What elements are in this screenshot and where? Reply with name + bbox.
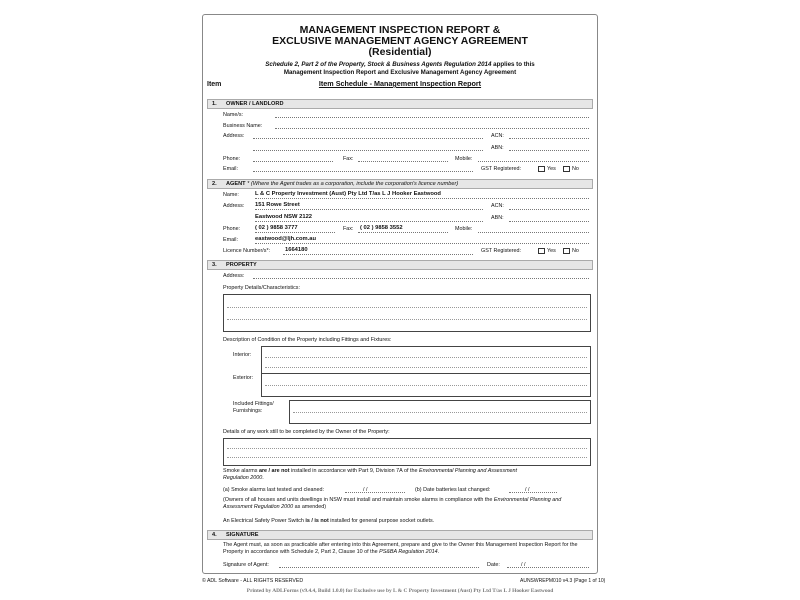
agent-name-field[interactable]: [255, 193, 589, 199]
title-line-1: MANAGEMENT INSPECTION REPORT &: [299, 24, 501, 36]
signature-statement: The Agent must, as soon as practicable after entering into this Agreement, prepare and give to the Owner this Management Inspection Report for the Property in accordance with Schedule 2, Part 2, Clause 10 of the PS&BA Regulation 2014.: [223, 542, 578, 555]
owner-phone-field[interactable]: [253, 156, 333, 162]
fittings-box[interactable]: [289, 400, 591, 424]
owner-address-label: Address:: [223, 133, 245, 139]
interior-label: Interior:: [233, 352, 252, 358]
section-heading: SIGNATURE: [226, 532, 259, 538]
work-box[interactable]: [223, 438, 591, 466]
agent-gst-no-label: No: [572, 248, 579, 254]
section-agent-header: [207, 179, 593, 189]
agent-signature-label: Signature of Agent:: [223, 562, 269, 568]
section-owner-header: [207, 99, 593, 109]
owner-gst-yes-checkbox[interactable]: [538, 166, 545, 172]
owner-abn-field[interactable]: [509, 145, 589, 151]
owner-address-field-2[interactable]: [253, 145, 483, 151]
agent-address-field-2[interactable]: [255, 216, 483, 222]
item-label: Item: [207, 81, 222, 88]
form-title: [203, 25, 597, 58]
owner-email-field[interactable]: [253, 166, 473, 172]
item-header-row: [203, 77, 597, 91]
section-heading: OWNER / LANDLORD: [226, 101, 284, 107]
form-subtitle: [203, 61, 597, 77]
property-address-field[interactable]: [253, 273, 589, 279]
signature-date-sep: / /: [521, 562, 526, 568]
fittings-label-2: Furnishings:: [233, 408, 263, 414]
section-number: 1.: [212, 101, 217, 107]
property-address-label: Address:: [223, 273, 245, 279]
owner-gst-no-checkbox[interactable]: [563, 166, 570, 172]
owner-address-field-1[interactable]: [253, 133, 483, 139]
agent-abn-field[interactable]: [509, 216, 589, 222]
owner-names-field[interactable]: [275, 112, 589, 118]
section-property-header: [207, 260, 593, 270]
form-code-footer: AUNSWREPM010 v4.3 (Page 1 of 10): [520, 578, 606, 584]
batteries-date-field[interactable]: [509, 487, 557, 493]
agent-fax-field[interactable]: [358, 227, 448, 233]
agent-phone-label: Phone:: [223, 226, 241, 232]
exterior-label: Exterior:: [233, 375, 254, 381]
owner-gst-label: GST Registered:: [481, 166, 522, 172]
agent-note: * (Where the Agent trades as a corporation, include the corporation's licence number): [245, 181, 459, 187]
owner-acn-field[interactable]: [509, 133, 589, 139]
section-number: 2.: [212, 181, 217, 187]
section-heading: PROPERTY: [226, 262, 257, 268]
agent-fax-value: ( 02 ) 9858 3552: [360, 225, 403, 231]
owner-acn-label: ACN:: [491, 133, 504, 139]
form-page: [202, 14, 598, 574]
title-line-3: (Residential): [368, 46, 432, 58]
agent-licence-field[interactable]: [283, 249, 473, 255]
owners-compliance-note: (Owners of all houses and units dwellings in NSW must install and maintain smoke alarms in compliance with the Environmental Planning and Assessment Regulation 2000 as amended): [223, 497, 562, 510]
owner-abn-label: ABN:: [491, 145, 504, 151]
agent-acn-label: ACN:: [491, 203, 504, 209]
safety-switch-statement: An Electrical Safety Power Switch is / is not installed for general purpose socket outlets.: [223, 518, 435, 524]
subtitle-line-2: Management Inspection Report and Exclusive Management Agency Agreement: [283, 69, 517, 76]
smoke-tested-date-sep: / /: [363, 487, 368, 493]
agent-address-line-2: Eastwood NSW 2122: [255, 214, 313, 220]
work-label: Details of any work still to be completed by the Owner of the Property:: [223, 429, 390, 435]
owner-mobile-label: Mobile:: [455, 156, 473, 162]
owner-gst-no-label: No: [572, 166, 579, 172]
agent-gst-yes-label: Yes: [547, 248, 556, 254]
agent-email-field[interactable]: [255, 238, 589, 244]
exterior-box[interactable]: [261, 373, 591, 397]
regulation-ref: Schedule 2, Part 2 of the Property, Stock & Business Agents Regulation 2014: [265, 61, 492, 68]
agent-signature-field[interactable]: [279, 562, 479, 568]
section-number: 4.: [212, 532, 217, 538]
owner-gst-yes-label: Yes: [547, 166, 556, 172]
agent-mobile-label: Mobile:: [455, 226, 473, 232]
smoke-tested-date-field[interactable]: [345, 487, 405, 493]
applies-text: applies to this: [491, 61, 535, 68]
agent-gst-no-checkbox[interactable]: [563, 248, 570, 254]
owner-names-label: Name/s:: [223, 112, 244, 118]
batteries-date-sep: / /: [525, 487, 530, 493]
agent-address-line-1: 151 Rowe Street: [255, 202, 300, 208]
section-signature-header: [207, 530, 593, 540]
agent-phone-value: ( 02 ) 9858 3777: [255, 225, 298, 231]
copyright-footer: © ADL Software - ALL RIGHTS RESERVED: [202, 578, 304, 584]
smoke-tested-label: (a) Smoke alarms last tested and cleaned:: [223, 487, 324, 493]
agent-name-label: Name:: [223, 192, 239, 198]
agent-email-value: eastwood@ljh.com.au: [255, 236, 317, 242]
section-number: 3.: [212, 262, 217, 268]
agent-gst-label: GST Registered:: [481, 248, 522, 254]
signature-date-field[interactable]: [507, 562, 589, 568]
agent-abn-label: ABN:: [491, 215, 504, 221]
title-line-2: EXCLUSIVE MANAGEMENT AGENCY AGREEMENT: [272, 35, 528, 47]
owner-email-label: Email:: [223, 166, 238, 172]
agent-acn-field[interactable]: [509, 204, 589, 210]
agent-gst-yes-checkbox[interactable]: [538, 248, 545, 254]
agent-licence-value: 1664180: [285, 247, 308, 253]
owner-fax-field[interactable]: [358, 156, 448, 162]
signature-date-label: Date:: [487, 562, 500, 568]
agent-name-value: L & C Property Investment (Aust) Pty Ltd T/as L J Hooker Eastwood: [255, 191, 441, 197]
printed-by-line: Printed by ADLForms (v9.4.4, Build 1.0.0) for Exclusive use by L & C Property Investment (Aust) Pty Ltd T/as L J Hooker Eastwood: [246, 588, 554, 594]
section-heading: AGENT: [226, 181, 246, 187]
property-details-label: Property Details/Characteristics:: [223, 285, 300, 291]
owner-business-label: Business Name:: [223, 123, 263, 129]
agent-fax-label: Fax:: [343, 226, 354, 232]
agent-mobile-field[interactable]: [478, 227, 589, 233]
batteries-label: (b) Date batteries last changed:: [415, 487, 491, 493]
owner-phone-label: Phone:: [223, 156, 241, 162]
fittings-label-1: Included Fittings/: [233, 401, 274, 407]
owner-business-field[interactable]: [275, 123, 589, 129]
smoke-alarm-statement: Smoke alarms are / are not installed in accordance with Part 9, Division 7A of the Environmental Planning and Assessment Regulation 2000.: [223, 468, 518, 481]
property-details-box[interactable]: [223, 294, 591, 332]
agent-address-field-1[interactable]: [255, 204, 483, 210]
owner-mobile-field[interactable]: [478, 156, 589, 162]
schedule-title: Item Schedule - Management Inspection Report: [318, 79, 482, 88]
condition-label: Description of Condition of the Property including Fittings and Fixtures:: [223, 337, 392, 343]
owner-fax-label: Fax:: [343, 156, 354, 162]
agent-phone-field[interactable]: [255, 227, 335, 233]
agent-licence-label: Licence Number/s*:: [223, 248, 271, 254]
agent-email-label: Email:: [223, 237, 238, 243]
agent-address-label: Address:: [223, 203, 245, 209]
